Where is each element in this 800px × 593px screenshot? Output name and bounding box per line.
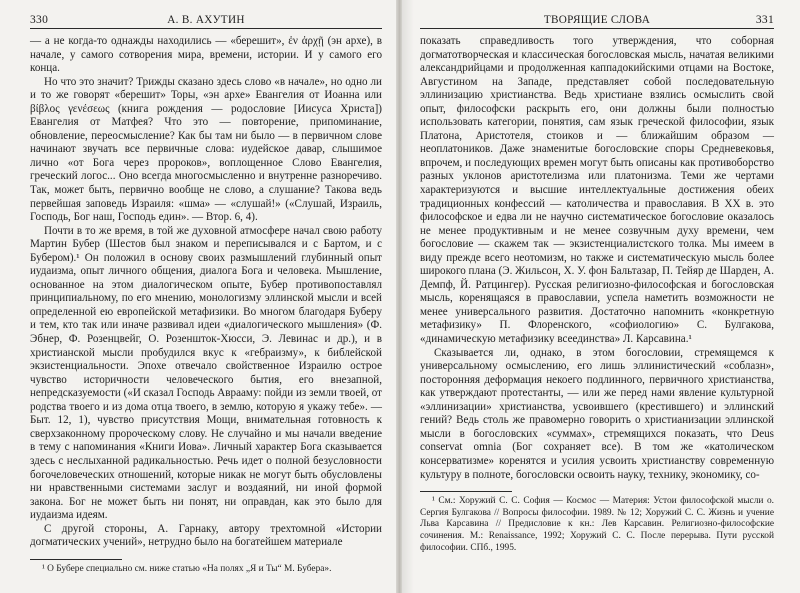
- left-paragraph: — а не когда-то однажды находились — «берешит», ἐν ἀρχῇ (эн архе), в начале, у самого сотворения мира, времени, истории. И у самого его конца.: [30, 35, 382, 75]
- left-paragraph: Но что это значит? Трижды сказано здесь слово «в начале», но одно ли и то же говорят «берешит» Торы, «эн архе» Евангелия от Иоанна или βίβλος γενέσεως (книга рождения — родословие [Иисуса Христа]) Евангелия от Матфея? Что это — повторение, припоминание, обновление, переосмысление? Как бы там ни было — в первичном слове начинают звучать все первичные слова: иудейское давар, слышимое лично «от Бога через пророков», воплощенное Слово Евангелия, греческий логос... Оно всегда многосмысленно и внутренне разноречиво. Так, может быть, первично вообще не слово, а слушание? Такова ведь первейшая заповедь Израиля: «шма» — «слушай!» («Слушай, Израиль, Господь, Бог наш, Господь един». — Втор. 6, 4).: [30, 75, 382, 224]
- gutter-shadow: [402, 0, 414, 593]
- left-body-text: [30, 35, 382, 550]
- right-page-number: 331: [755, 14, 774, 26]
- left-footnote: ¹ О Бубере специально см. ниже статью «На полях „Я и Ты“ М. Бубера».: [42, 563, 332, 574]
- footnote-rule: [30, 559, 122, 560]
- left-footnotes: [30, 559, 382, 576]
- right-page: [402, 0, 800, 593]
- right-running-head: [420, 6, 774, 29]
- left-paragraph: С другой стороны, А. Гарнаку, автору трехтомной «Истории догматических учений», нетрудно было на богатейшем материале: [30, 522, 382, 549]
- left-running-title: А. В. АХУТИН: [167, 14, 245, 26]
- right-footnotes: [420, 491, 774, 555]
- right-paragraph: Сказывается ли, однако, в этом богословии, стремящемся к универсальному осмыслению, его лишь эллинистический «соблазн», посторонняя деформация некоего подлинного, первичного христианства, как утверждают протестанты, — или же перед нами явление культурной «эллинизации» христианства, усвоившего (крестившего) и эллинский гений? Ведь столь же правомерно говорить о христианизации эллинской мысли в богословских «суммах», стремящихся показать, что Deus conservat omnia (Бог сохраняет все). В том же «католическом консерватизме» коренятся и усилия усвоить христианству современную культуру в полноте, богословски освоить науку, технику, экономику, со-: [420, 346, 774, 481]
- left-paragraph: Почти в то же время, в той же духовной атмосфере начал свою работу Мартин Бубер (Шестов был знаком и переписывался и с Бартом, и с Бубером).¹ Он положил в основу своих размышлений глубинный опыт иудаизма, опыт личного общения, диалога Бога и человека. Мышление, основанное на этом диалогическом опыте, Бубер противопоставлял принципиальному, по его мнению, монологизму эллинской мысли и всей определенной ею европейской метафизики. Во многом благодаря Буберу и тем, кто так или иначе развивал идеи «диалогического мышления» (Ф. Эбнер, Ф. Розенцвейг, О. Розеншток-Хюсси, Э. Левинас и др.), и в христианской мысли пробудился вкус к «гебраизму», к библейской экзистенциальности. Эпохе отвечало свойственное Израилю острое чувство историчности человеческого бытия, его внезапной, непредсказуемости («И сказал Господь Аврааму: пойди из земли твоей, от родства твоего и из дома отца твоего, в землю, которую я укажу тебе». — Быт. 12, 1), чувство присутствия Мощи, внимательная готовность к сверхзаконному пророческому слову. Не случайно и мы начали введение в тему с напоминания «Книги Иова». Личный характер Бога сказывается здесь с неслыханной радикальностью. Речь идет о полной безусловности богочеловеческих отношений, которые никак не могут быть обусловлены ни нравственными системами заслуг и воздаяний, ни иной формой закона. Бог не может быть ни понят, ни оправдан, как это было для иудаизма идеям.: [30, 224, 382, 522]
- right-body-text: [420, 35, 774, 482]
- right-paragraph: показать справедливость того утверждения, что соборная догматотворческая и классическая богословская мысль, начатая великими александрийцами и продолженная каппадокийскими отцами на Востоке, Августином на Западе, представляет собой последовательную эллинизацию христианства. Ведь христиане взялись осмыслить свой опыт, философски раскрыть его, они должны были полностью использовать категории, понятия, сам язык греческой философии, язык Платона, Аристотеля, стоиков и — ближайшим образом — неоплатоников. Даже знаменитые богословские споры Средневековья, впрочем, и последующих времен могут быть описаны как противоборство разных уклонов аристотелизма или платонизма. Теми же чертами характеризуются и высшие интеллектуальные достижения обеих традиционных конфессий — католичества и православия. В XX в. это философское и едва ли не научно систематическое богословие оказалось не менее продуктивным и не менее созвучным духу времени, чем богословие — скажем так — экзистенциалистского толка. Мы имеем в виду прежде всего неотомизм, но также и систематическую мысль более широкого плана (Э. Жильсон, Х. У. фон Бальтазар, П. Тейяр де Шарден, А. Демпф, Й. Ратцингер). Русская религиозно-философская и богословская мысль, коренящаяся в православии, успела наметить возможности не менее универсального развития. Достаточно напомнить «конкретную метафизику» П. Флоренского, «софиологию» С. Булгакова, «динамическую метафизику всеединства» Л. Карсавина.¹: [420, 35, 774, 346]
- footnote-rule: [420, 491, 512, 492]
- right-footnote: ¹ См.: Хоружий С. С. София — Космос — Материя: Устои философской мысли о. Сергия Булгакова // Вопросы философии. 1989. № 12; Хоружий С. С. Жизнь и учение Льва Карсавина // Предисловие к кн.: Лев Карсавин. Религиозно-философские сочинения. М.: Renaissance, 1992; Хоружий С. С. После перерыва. Пути русской философии. СПб., 1995.: [420, 496, 774, 553]
- left-page-number: 330: [30, 14, 49, 26]
- right-running-title: ТВОРЯЩИЕ СЛОВА: [543, 14, 651, 26]
- left-page: [0, 0, 398, 593]
- left-running-head: [30, 6, 382, 29]
